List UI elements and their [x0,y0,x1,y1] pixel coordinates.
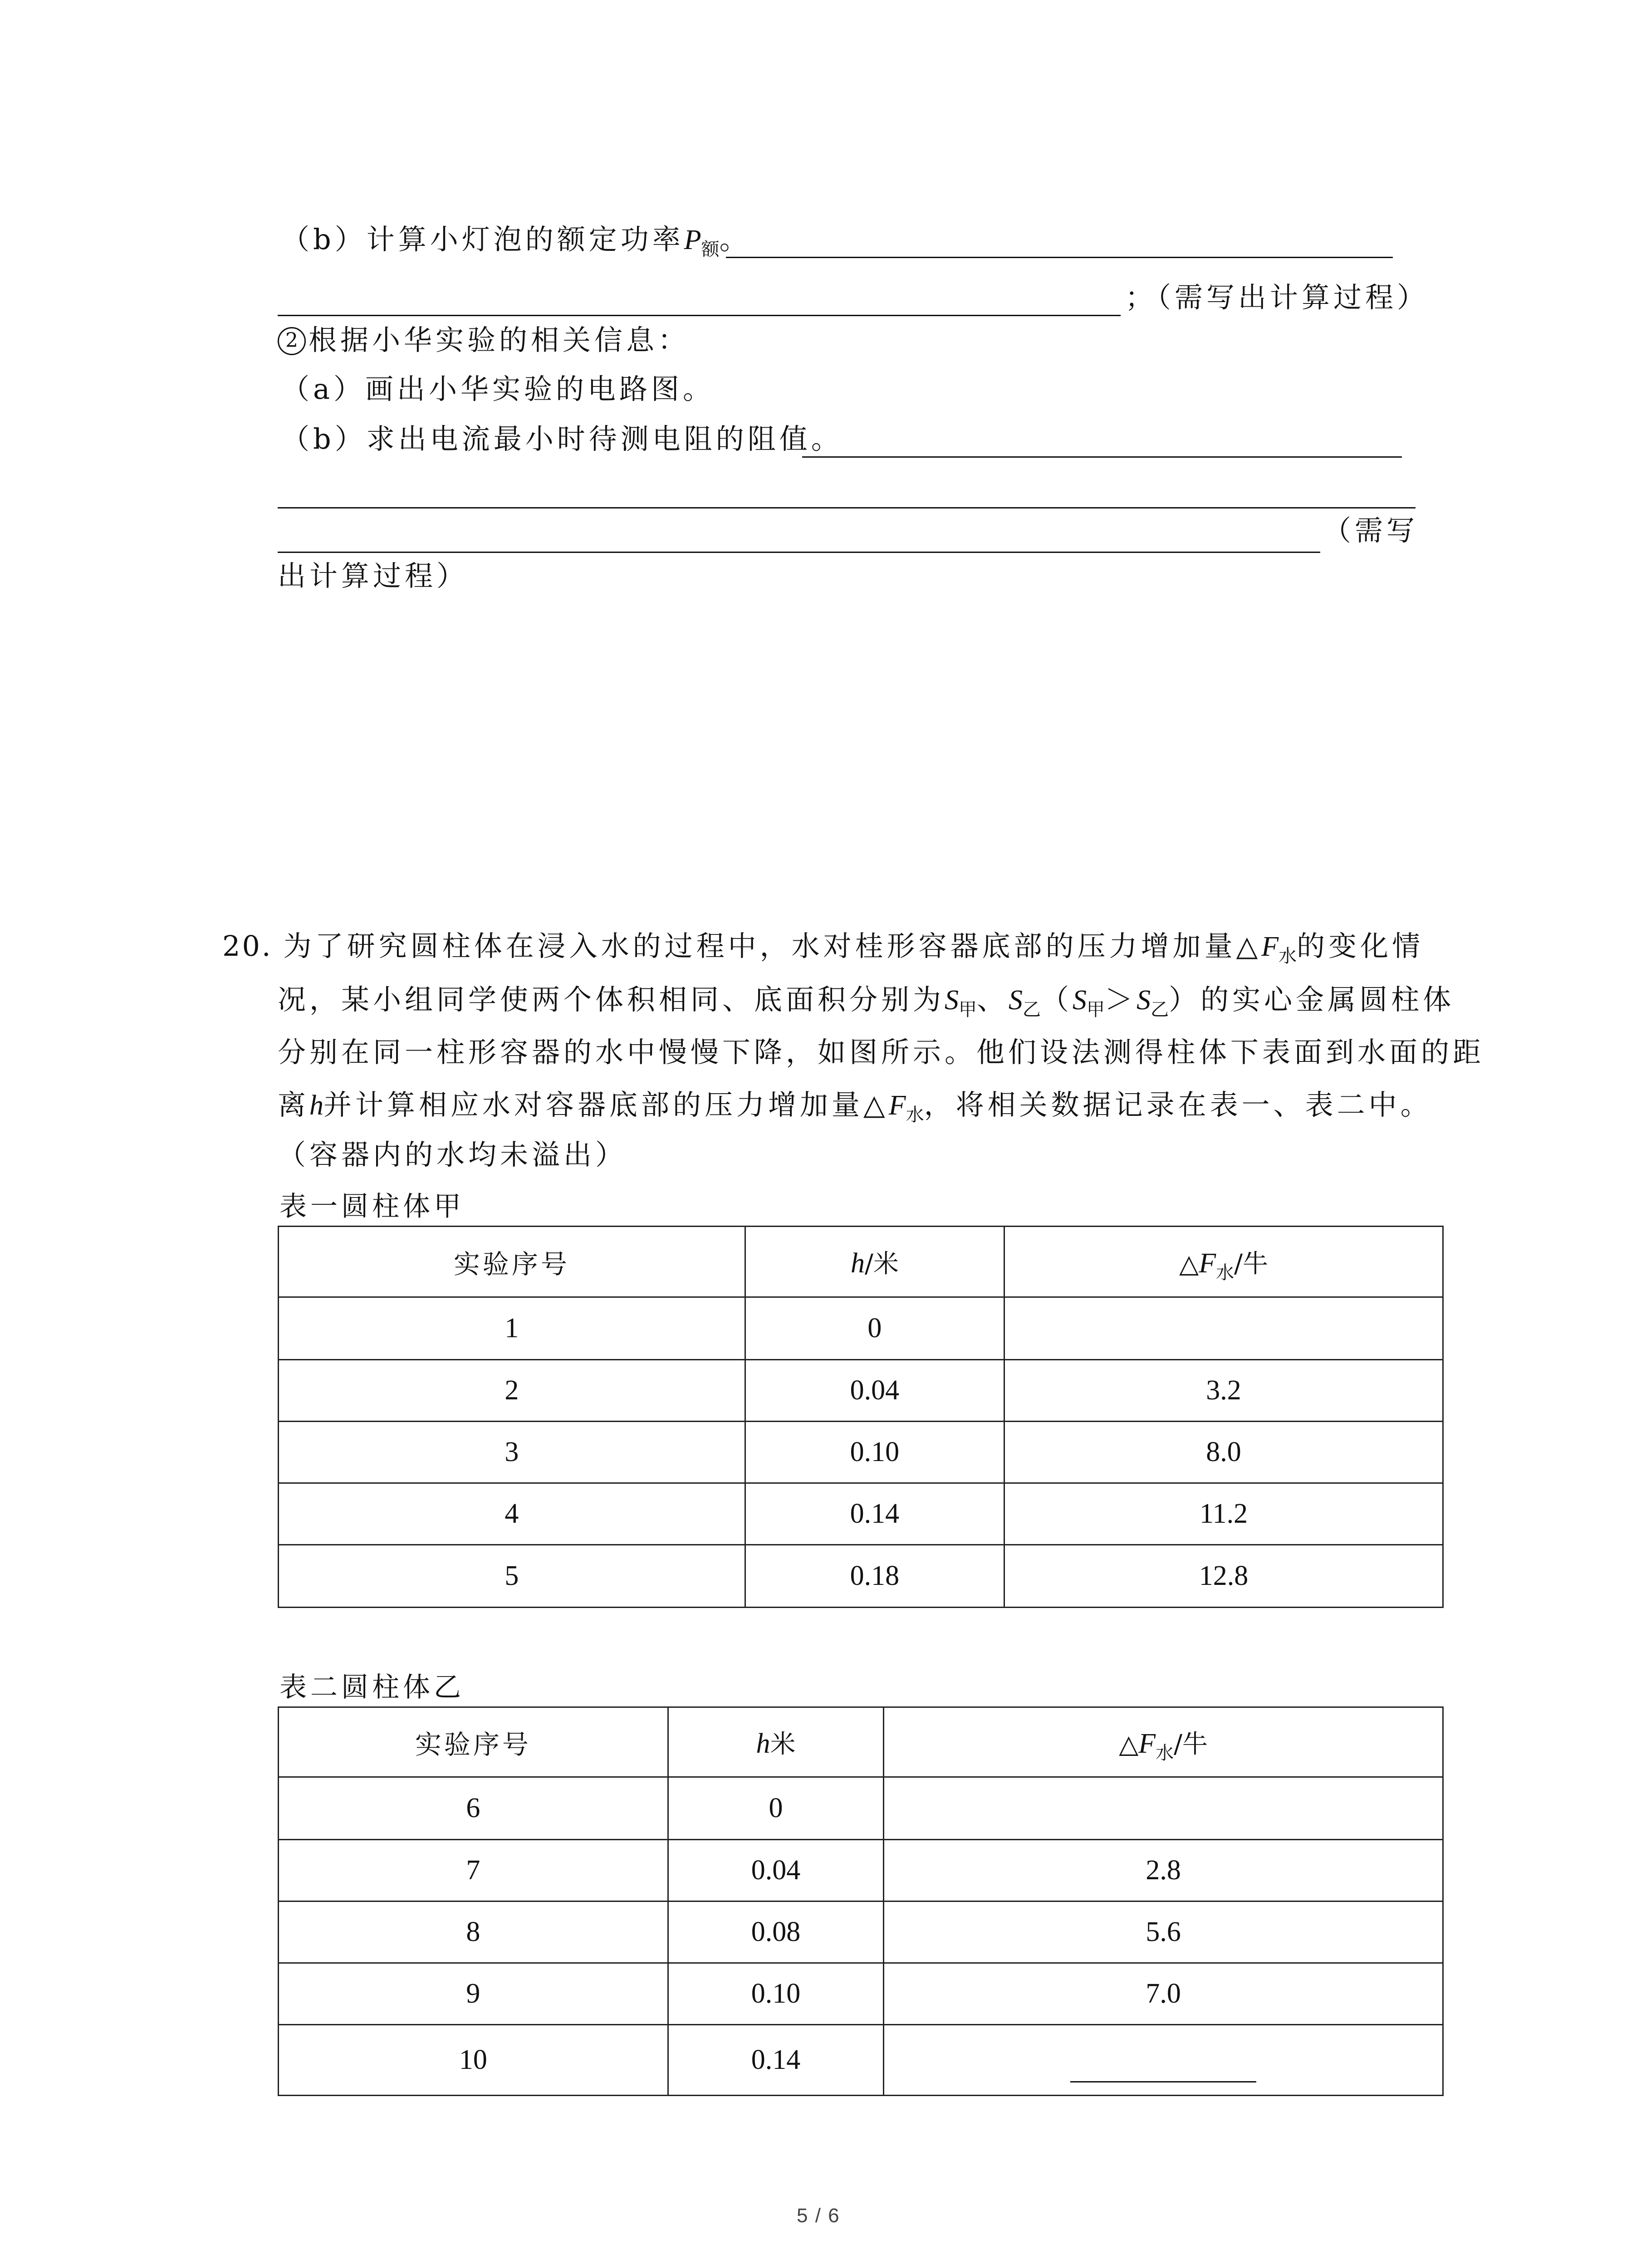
q20-line-3: 分别在同一柱形容器的水中慢慢下降，如图所示。他们设法测得柱体下表面到水面的距 [278,1036,1485,1069]
table-row [279,1545,1443,1608]
q20-line-2 [278,982,1455,1022]
area-symbol-yi: S [1136,985,1151,1016]
table2 [278,1706,1444,2096]
cell-delta-f [1004,1297,1443,1360]
table1 [278,1226,1444,1608]
cell-trial: 8 [279,1901,668,1963]
q20-line2-text: 况，某小组同学使两个体积相同、底面积分别为 [278,983,945,1016]
cell-trial: 7 [279,1840,668,1901]
circled-number-2: 2 [278,327,306,355]
separator: 、 [977,983,1009,1016]
cell-delta-f: 2.8 [884,1840,1443,1901]
cell-h: 0.14 [745,1483,1004,1545]
cell-delta-f: 7.0 [884,1963,1443,2025]
cell-trial: 5 [279,1545,745,1608]
header-trial-number: 实验序号 [279,1707,668,1777]
q19-part-a: （a）画出小华实验的电路图。 [281,372,715,406]
page-number: 5 / 6 [797,2204,840,2227]
table-row [279,1297,1443,1360]
power-symbol: P [684,225,701,255]
cell-h: 0.04 [668,1840,883,1901]
table-row [279,1963,1443,2025]
cell-h: 0 [668,1777,883,1840]
table-row [279,1901,1443,1963]
distance-symbol: h [309,1090,324,1121]
power-subscript: 额 [701,239,720,260]
table1-caption: 表一圆柱体甲 [279,1191,465,1222]
q20-line-5: （容器内的水均未溢出） [278,1138,627,1171]
cell-delta-f: 11.2 [1004,1483,1443,1545]
cell-delta-f: 3.2 [1004,1360,1443,1422]
cell-h: 0.10 [668,1963,883,2025]
question-number: 20. [222,929,273,963]
q19-b1-line [281,221,751,261]
q20-line4-start: 离 [278,1088,310,1121]
cell-trial: 3 [279,1422,745,1483]
table-row [279,1422,1443,1483]
answer-blank-3[interactable] [802,456,1402,458]
q19-b1-suffix: ；（需写出计算过程） [1125,281,1429,314]
q19-b1-end: 。 [719,223,751,256]
table-row [279,2025,1443,2096]
cell-h: 0 [745,1297,1004,1360]
area-symbol-jia: S [1073,985,1087,1016]
cell-delta-f [884,1777,1443,1840]
cell-delta-f: 12.8 [1004,1545,1443,1608]
cell-trial: 4 [279,1483,745,1545]
table-row [279,1777,1443,1840]
cell-delta-f: 5.6 [884,1901,1443,1963]
area-symbol-yi: S [1009,985,1023,1016]
cell-h: 0.14 [668,2025,883,2096]
cell-h: 0.18 [745,1545,1004,1608]
q19-part2-text: 根据小华实验的相关信息： [309,323,690,357]
cell-delta-f-answer-blank[interactable] [884,2025,1443,2096]
header-trial-number: 实验序号 [279,1227,745,1297]
paren-open: （ [1041,983,1073,1016]
area-subscript: 甲 [1087,999,1105,1020]
area-subscript: 乙 [1151,999,1169,1020]
greater-than: ＞ [1105,983,1137,1016]
q19-b1-label: （b）计算小灯泡的额定功率 [281,223,684,256]
table1-header-row [279,1227,1443,1297]
q19-part-b2: （b）求出电流最小时待测电阻的阻值。 [281,422,843,455]
q20-line1-end: 的变化情 [1297,929,1424,963]
table-row [279,1483,1443,1545]
q19-b2-suffix-2: 出计算过程） [278,559,469,592]
answer-blank-1[interactable] [726,257,1393,258]
q20-line1-text: 为了研究圆柱体在浸入水的过程中，水对桂形容器底部的压力增加量△ [283,929,1262,963]
cell-trial: 1 [279,1297,745,1360]
cell-h: 0.10 [745,1422,1004,1483]
answer-blank-2[interactable] [278,315,1121,316]
header-h-meters: h米 [668,1707,883,1777]
area-symbol-jia: S [945,985,959,1016]
header-delta-f-newton: $\triangle F_水/$牛 [1004,1227,1443,1297]
answer-blank-5[interactable] [278,552,1320,553]
force-symbol: F [1261,931,1279,962]
header-h-meters: h/米 [745,1227,1004,1297]
cell-h: 0.04 [745,1360,1004,1422]
answer-blank-4[interactable] [278,507,1416,508]
q20-line4-text: 并计算相应水对容器底部的压力增加量△ [323,1088,889,1121]
table2-caption: 表二圆柱体乙 [279,1672,465,1703]
area-subscript: 甲 [959,999,977,1020]
cell-trial: 9 [279,1963,668,2025]
table2-header-row [279,1707,1443,1777]
force-symbol: F [888,1090,906,1121]
q20-line4-end: ，将相关数据记录在表一、表二中。 [924,1088,1432,1121]
q20-line2-end: ）的实心金属圆柱体 [1169,983,1455,1016]
q20-line-1 [222,928,1424,968]
cell-trial: 2 [279,1360,745,1422]
cell-trial: 6 [279,1777,668,1840]
cell-delta-f: 8.0 [1004,1422,1443,1483]
q19-b2-suffix-1: （需写 [1323,514,1419,547]
table-row [279,1360,1443,1422]
force-subscript: 水 [1279,946,1297,967]
q19-part2-line [278,322,690,358]
area-subscript: 乙 [1023,999,1041,1020]
header-delta-f-newton: $\triangle F_水/$牛 [884,1707,1443,1777]
answer-blank-6[interactable] [1070,2081,1256,2082]
q20-line-4 [278,1087,1432,1127]
cell-trial: 10 [279,2025,668,2096]
force-subscript: 水 [906,1105,924,1125]
table-row [279,1840,1443,1901]
cell-h: 0.08 [668,1901,883,1963]
